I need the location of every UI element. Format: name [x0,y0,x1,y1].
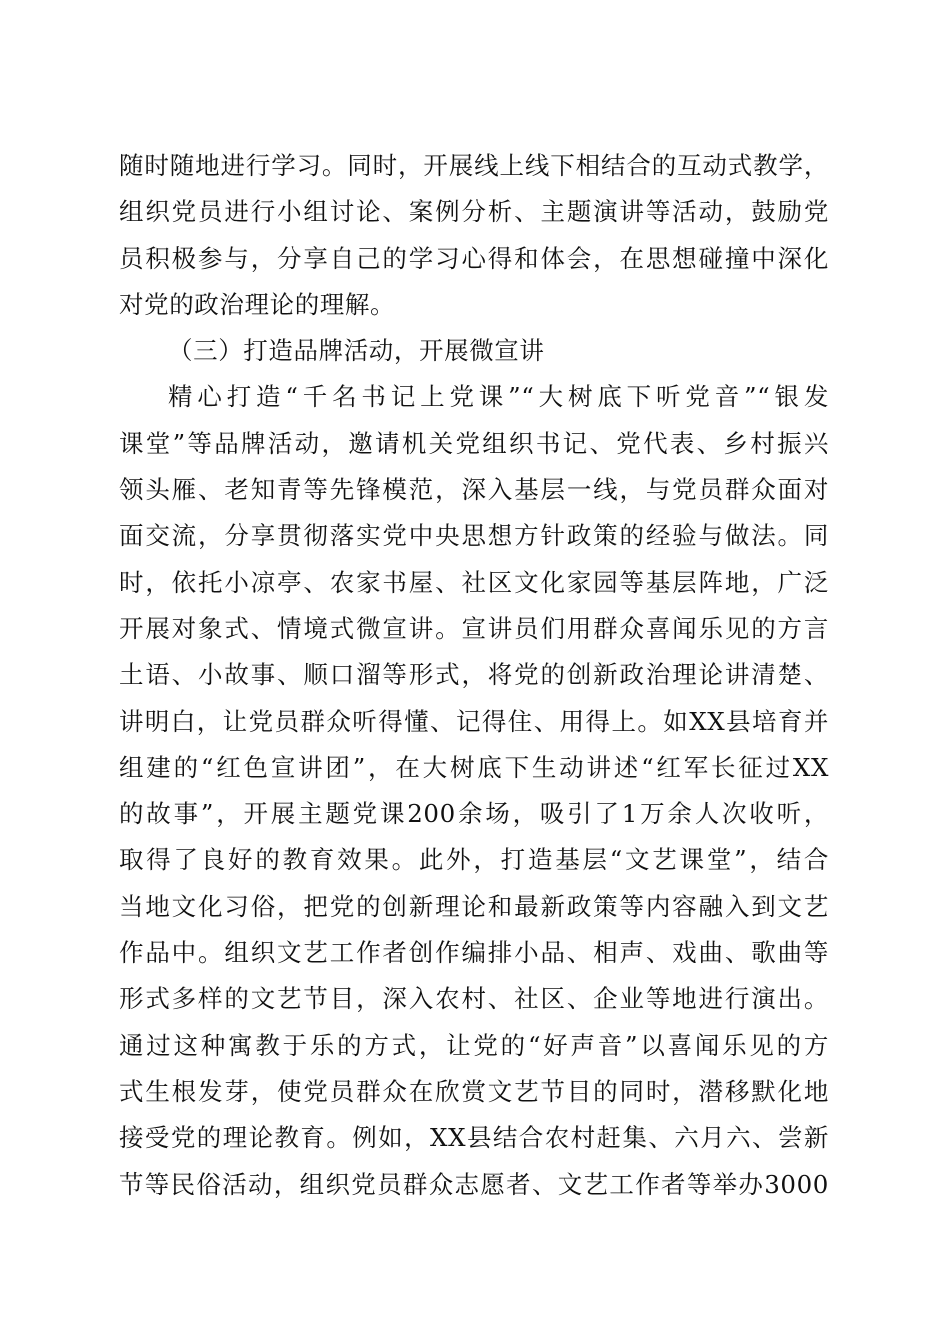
text-line: 通过这种寓教于乐的方式，让党的“好声音”以喜闻乐见的方 [119,1030,829,1060]
text-line: 领头雁、老知青等先锋模范，深入基层一线，与党员群众面对 [119,475,829,505]
text-line: 面交流，分享贯彻落实党中央思想方针政策的经验与做法。同 [119,521,829,551]
document-body [119,143,829,1208]
text-line: 随时随地进行学习。同时，开展线上线下相结合的互动式教学， [119,151,829,180]
section-heading: （三）打造品牌活动，开展微宣讲 [168,336,545,366]
text-line: 对党的政治理论的理解。 [119,289,396,319]
text-line: 土语、小故事、顺口溜等形式，将党的创新政治理论讲清楚、 [119,660,829,690]
text-line: 的故事”，开展主题党课200余场，吸引了1万余人次收听， [119,799,829,829]
text-line: 当地文化习俗，把党的创新理论和最新政策等内容融入到文艺 [119,891,829,921]
text-line: 组织党员进行小组讨论、案例分析、主题演讲等活动，鼓励党 [119,197,829,227]
text-line: 员积极参与，分享自己的学习心得和体会，在思想碰撞中深化 [119,243,829,273]
text-line: 取得了良好的教育效果。此外，打造基层“文艺课堂”，结合 [119,845,829,875]
text-line: 开展对象式、情境式微宣讲。宣讲员们用群众喜闻乐见的方言 [119,613,829,643]
text-line: 节等民俗活动，组织党员群众志愿者、文艺工作者等举办3000 [119,1169,829,1199]
text-line: 作品中。组织文艺工作者创作编排小品、相声、戏曲、歌曲等 [119,938,829,968]
text-line: 式生根发芽，使党员群众在欣赏文艺节目的同时，潜移默化地 [119,1076,829,1106]
text-line: 形式多样的文艺节目，深入农村、社区、企业等地进行演出。 [119,984,829,1014]
text-line: 组建的“红色宣讲团”，在大树底下生动讲述“红军长征过XX [119,752,829,782]
text-line: 接受党的理论教育。例如，XX县结合农村赶集、六月六、尝新 [119,1123,829,1153]
text-line: 精心打造“千名书记上党课”“大树底下听党音”“银发 [168,382,829,412]
text-line: 时，依托小凉亭、农家书屋、社区文化家园等基层阵地，广泛 [119,567,829,597]
text-line: 课堂”等品牌活动，邀请机关党组织书记、党代表、乡村振兴 [119,428,829,458]
text-line: 讲明白，让党员群众听得懂、记得住、用得上。如XX县培育并 [119,706,829,736]
